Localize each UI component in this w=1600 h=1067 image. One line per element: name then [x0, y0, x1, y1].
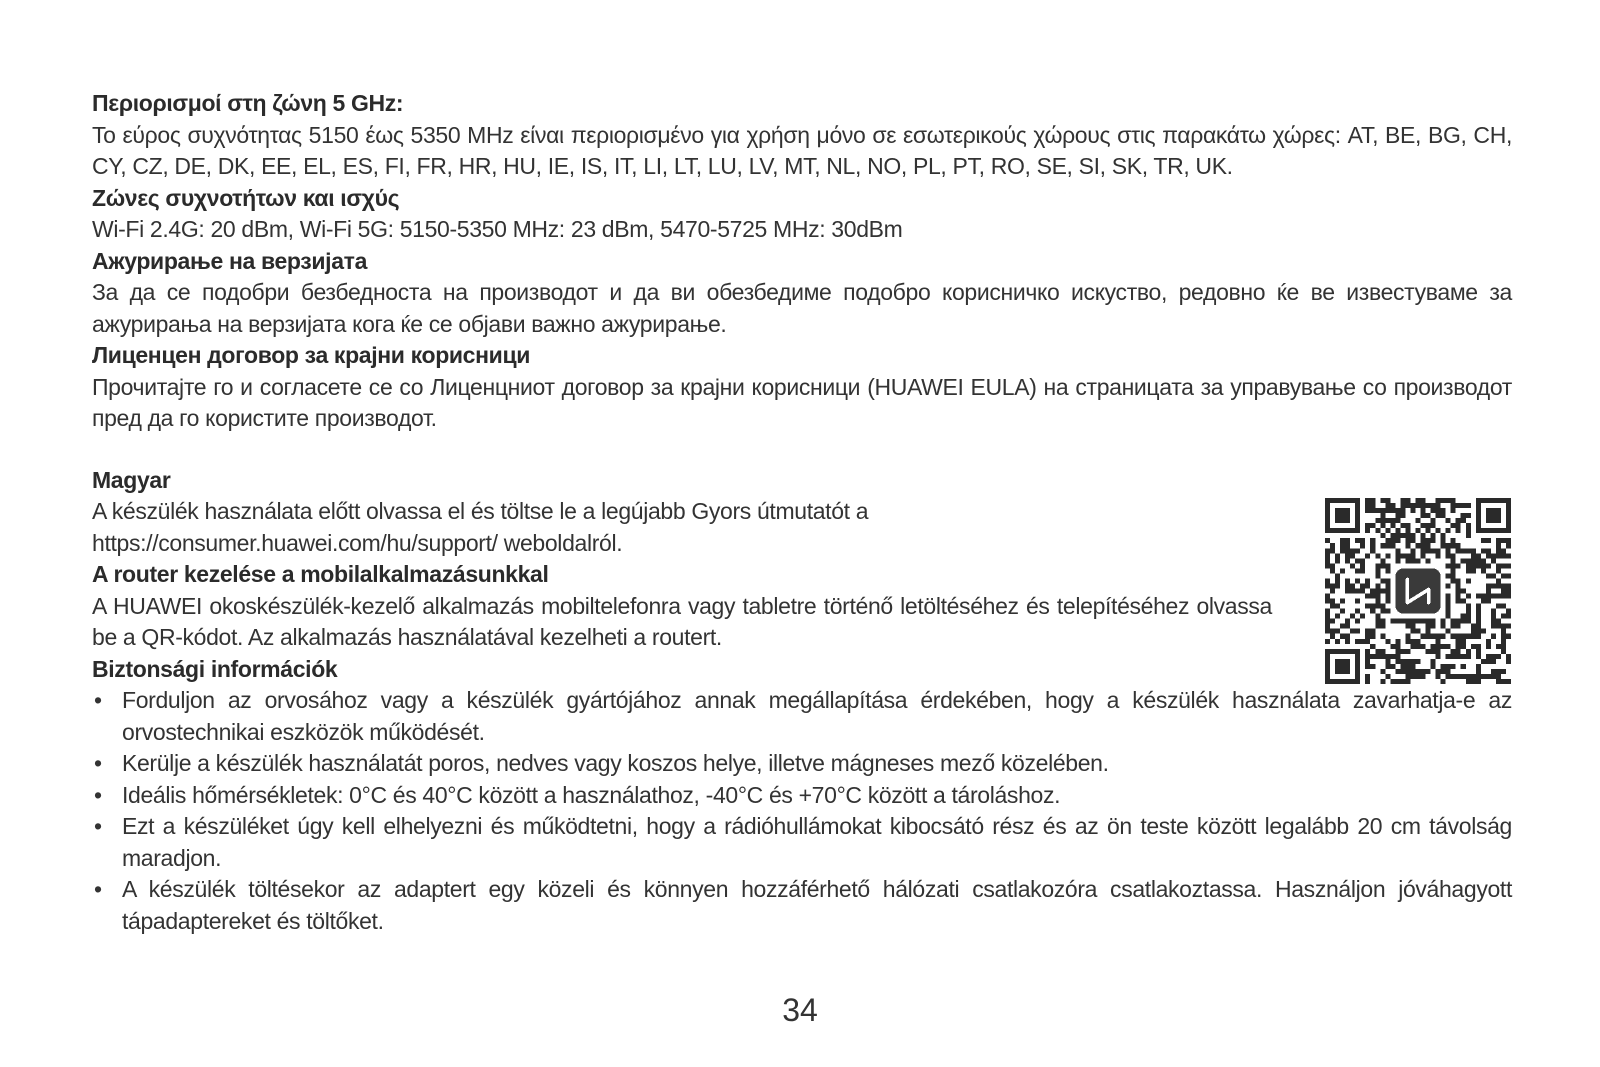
text-eula: Прочитајте го и согласете се со Лиценцниот договор за крајни корисници (HUAWEI EULA) на страницата за управување со производот пред да го користите производот.	[92, 373, 1512, 431]
section-gap	[92, 435, 1512, 465]
huawei-ai-life-app-icon	[1390, 563, 1445, 618]
text-5ghz-restrictions: Το εύρος συχνότητας 5150 έως 5350 MHz είναι περιορισμένο για χρήση μόνο σε εσωτερικούς χώρους στις παρακάτω χώρες: AT, BE, BG, CH, CY, CZ, DE, DK, EE, EL, ES, FI, FR, HR, HU, IE, IS, IT, LI, LT, LU, LV, MT, NL, NO, PL, PT, RO, SE, SI, SK, TR, UK.	[92, 121, 1512, 179]
page-content	[92, 88, 1512, 937]
heading-router-app: A router kezelése a mobilalkalmazásunkkal	[92, 561, 549, 587]
heading-eula: Лиценцен договор за крајни корисници	[92, 342, 531, 368]
heading-safety-info: Biztonsági információk	[92, 655, 338, 682]
list-item: • A készülék töltésekor az adaptert egy közeli és könnyen hozzáférhető hálózati csatlakozóra csatlakoztassa. Használjon jóváhagyott tápadaptereket és töltőket.	[92, 874, 1512, 937]
list-item: • Ideális hőmérsékletek: 0°C és 40°C között a használathoz, -40°C és +70°C között a tároláshoz.	[92, 780, 1512, 812]
text-frequency-bands: Wi-Fi 2.4G: 20 dBm, Wi-Fi 5G: 5150-5350 MHz: 23 dBm, 5470-5725 MHz: 30dBm	[92, 216, 903, 242]
qr-code[interactable]	[1325, 498, 1511, 684]
text-version-update: За да се подобри безбедноста на производот и да ви обезбедиме подобро корисничко искуство, редовно ќе ве известуваме за ажурирања на верзијата кога ќе се објави важно ажурирање.	[92, 279, 1512, 337]
safety-list	[92, 685, 1512, 937]
list-item: • Forduljon az orvosához vagy a készülék gyártójához annak megállapítása érdekében, hogy a készülék használata zavarhatja-e az orvostechnikai eszközök működését.	[92, 685, 1512, 748]
heading-version-update: Ажурирање на верзијата	[92, 247, 368, 274]
heading-language-hungarian: Magyar	[92, 466, 171, 493]
list-item: • Kerülje a készülék használatát poros, nedves vagy koszos helye, illetve mágneses mező közelében.	[92, 748, 1512, 780]
list-item: • Ezt a készüléket úgy kell elhelyezni és működtetni, hogy a rádióhullámokat kibocsátó rész és az ön teste között legalább 20 cm távolság maradjon.	[92, 811, 1512, 874]
text-guide-line1: A készülék használata előtt olvassa el és töltse le a legújabb Gyors útmutatót a	[92, 498, 869, 524]
page-number: 34	[782, 992, 818, 1028]
heading-5ghz-restrictions: Περιορισμοί στη ζώνη 5 GHz:	[92, 90, 404, 116]
text-guide-line2: https://consumer.huawei.com/hu/support/ weboldalról.	[92, 529, 623, 556]
heading-frequency-bands: Ζώνες συχνοτήτων και ισχύς	[92, 184, 400, 211]
text-router-app: A HUAWEI okoskészülék-kezelő alkalmazás mobiltelefonra vagy tabletre történő letöltéséhez és telepítéséhez olvassa be a QR-kódot. Az alkalmazás használatával kezelheti a routert.	[92, 592, 1272, 650]
